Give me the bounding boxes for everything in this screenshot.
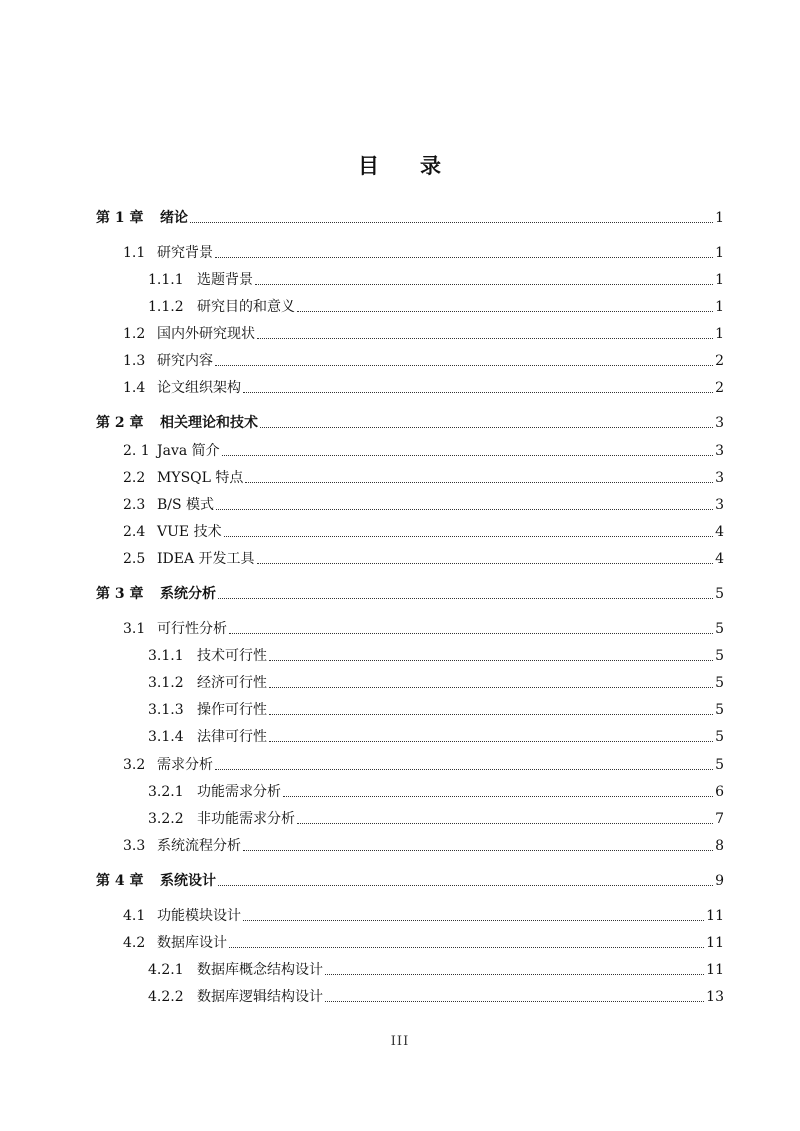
toc-entry-number: 2. 1 — [123, 443, 150, 459]
toc-entry[interactable] — [123, 833, 724, 855]
toc-entry-number: 4.2.1 — [148, 962, 184, 978]
toc-entry[interactable] — [148, 670, 724, 692]
toc-entry[interactable] — [123, 616, 724, 638]
toc-dot-leader — [243, 849, 713, 851]
toc-dot-leader — [218, 597, 713, 599]
toc-entry-page: 3 — [715, 497, 724, 513]
toc-entry-label: 数据库逻辑结构设计 — [197, 989, 323, 1005]
toc-entry-label: 系统设计 — [160, 873, 216, 889]
toc-entry-number: 3.1.1 — [148, 648, 184, 664]
toc-title — [0, 150, 800, 180]
toc-entry-number: 2.4 — [123, 524, 146, 540]
toc-dot-leader — [255, 283, 713, 285]
toc-entry[interactable] — [123, 492, 724, 514]
toc-entry-label: 系统分析 — [160, 586, 216, 602]
toc-entry-page: 13 — [706, 989, 724, 1005]
toc-entry-label: Java 简介 — [157, 443, 220, 459]
toc-dot-leader — [229, 632, 713, 634]
toc-entry[interactable] — [148, 643, 724, 665]
toc-entry-page: 2 — [715, 380, 724, 396]
toc-dot-leader — [216, 508, 713, 510]
toc-entry-number: 3.1.4 — [148, 729, 184, 745]
toc-dot-leader — [297, 822, 713, 824]
toc-entry-label: VUE 技术 — [157, 524, 222, 540]
toc-entry-number: 3.1.2 — [148, 675, 184, 691]
toc-entry-page: 1 — [715, 326, 724, 342]
toc-entry-page: 11 — [706, 908, 724, 924]
toc-dot-leader — [190, 221, 713, 223]
toc-title-char-2: 录 — [420, 153, 442, 178]
toc-entry[interactable] — [148, 984, 724, 1006]
toc-entry-number: 1.3 — [123, 353, 146, 369]
toc-entry[interactable] — [148, 957, 724, 979]
toc-entry-label: IDEA 开发工具 — [157, 551, 255, 567]
toc-entry-page: 11 — [706, 935, 724, 951]
toc-entry-label: 国内外研究现状 — [157, 326, 255, 342]
toc-entry[interactable] — [123, 348, 724, 370]
toc-entry[interactable] — [96, 868, 724, 890]
toc-entry[interactable] — [148, 697, 724, 719]
toc-dot-leader — [257, 562, 714, 564]
toc-entry[interactable] — [148, 267, 724, 289]
toc-dot-leader — [215, 364, 713, 366]
toc-entry[interactable] — [96, 581, 724, 603]
toc-entry-page: 5 — [715, 757, 724, 773]
toc-entry-label: MYSQL 特点 — [157, 470, 244, 486]
toc-entry-number: 4.1 — [123, 908, 146, 924]
toc-entry[interactable] — [123, 903, 724, 925]
toc-dot-leader — [222, 454, 713, 456]
toc-entry-number: 1.1 — [123, 245, 146, 261]
toc-entry-label: 相关理论和技术 — [160, 415, 258, 431]
toc-entry-label: 经济可行性 — [197, 675, 267, 691]
toc-entry-number: 1.2 — [123, 326, 146, 342]
toc-entry-page: 3 — [715, 443, 724, 459]
toc-entry-label: 功能需求分析 — [197, 784, 281, 800]
toc-entry-number: 第 2 章 — [96, 415, 144, 431]
toc-entry[interactable] — [123, 321, 724, 343]
toc-entry-number: 1.1.2 — [148, 299, 184, 315]
toc-entry[interactable] — [123, 240, 724, 262]
toc-entry-number: 1.4 — [123, 380, 146, 396]
toc-entry-number: 第 4 章 — [96, 873, 144, 889]
toc-entry-label: 非功能需求分析 — [197, 811, 295, 827]
toc-entry[interactable] — [123, 375, 724, 397]
toc-dot-leader — [269, 686, 713, 688]
toc-entry[interactable] — [148, 294, 724, 316]
toc-entry-page: 3 — [715, 470, 724, 486]
toc-entry[interactable] — [96, 205, 724, 227]
toc-entry[interactable] — [96, 410, 724, 432]
toc-entry-page: 5 — [715, 675, 724, 691]
toc-entry-page: 4 — [715, 524, 724, 540]
toc-dot-leader — [283, 795, 713, 797]
toc-entry-label: B/S 模式 — [157, 497, 215, 513]
toc-entry-label: 数据库概念结构设计 — [197, 962, 323, 978]
toc-entry-page: 9 — [715, 873, 724, 889]
toc-entry-page: 5 — [715, 702, 724, 718]
toc-entry-label: 功能模块设计 — [157, 908, 241, 924]
toc-entry-number: 第 1 章 — [96, 210, 144, 226]
toc-dot-leader — [257, 337, 713, 339]
toc-entry-page: 6 — [715, 784, 724, 800]
toc-dot-leader — [215, 768, 713, 770]
toc-entry-page: 4 — [715, 551, 724, 567]
toc-entry-page: 5 — [715, 621, 724, 637]
toc-entry-label: 数据库设计 — [157, 935, 227, 951]
toc-dot-leader — [215, 256, 713, 258]
toc-title-char-1: 目 — [358, 153, 380, 178]
toc-entry-page: 1 — [715, 210, 724, 226]
toc-entry-number: 3.1 — [123, 621, 146, 637]
toc-entry-number: 3.2.1 — [148, 784, 184, 800]
toc-entry[interactable] — [123, 546, 724, 568]
toc-entry-page: 11 — [706, 962, 724, 978]
toc-entry-page: 5 — [715, 648, 724, 664]
toc-dot-leader — [243, 391, 713, 393]
toc-entry-number: 2.2 — [123, 470, 146, 486]
toc-entry-page: 5 — [715, 729, 724, 745]
toc-entry-label: 需求分析 — [157, 757, 213, 773]
toc-entry-number: 3.2.2 — [148, 811, 184, 827]
toc-dot-leader — [218, 884, 713, 886]
toc-entry-number: 4.2.2 — [148, 989, 184, 1005]
toc-entry-page: 1 — [715, 272, 724, 288]
toc-entry[interactable] — [148, 779, 724, 801]
toc-entry[interactable] — [148, 724, 724, 746]
toc-entry-number: 3.3 — [123, 838, 146, 854]
toc-entry-label: 操作可行性 — [197, 702, 267, 718]
toc-entry-label: 研究内容 — [157, 353, 213, 369]
page-number-footer: III — [390, 1034, 410, 1049]
toc-dot-leader — [269, 740, 713, 742]
toc-entry[interactable] — [123, 465, 724, 487]
toc-entry[interactable] — [123, 930, 724, 952]
toc-entry-page: 1 — [715, 245, 724, 261]
toc-dot-leader — [224, 535, 713, 537]
toc-entry-label: 选题背景 — [197, 272, 253, 288]
toc-dot-leader — [245, 481, 713, 483]
toc-entry-label: 研究目的和意义 — [197, 299, 295, 315]
toc-entry-page: 7 — [715, 811, 724, 827]
toc-dot-leader — [243, 919, 704, 921]
toc-entry[interactable] — [148, 806, 724, 828]
toc-entry-page: 8 — [715, 838, 724, 854]
toc-entry-label: 可行性分析 — [157, 621, 227, 637]
toc-entry-page: 3 — [715, 415, 724, 431]
toc-entry-label: 论文组织架构 — [157, 380, 241, 396]
toc-entry-label: 系统流程分析 — [157, 838, 241, 854]
toc-entry-page: 1 — [715, 299, 724, 315]
toc-entry-label: 绪论 — [160, 210, 188, 226]
toc-entry-label: 法律可行性 — [197, 729, 267, 745]
toc-entry[interactable] — [123, 519, 724, 541]
toc-entry-number: 3.1.3 — [148, 702, 184, 718]
toc-entry-page: 2 — [715, 353, 724, 369]
toc-entry-number: 3.2 — [123, 757, 146, 773]
toc-entry-number: 4.2 — [123, 935, 146, 951]
toc-dot-leader — [325, 973, 704, 975]
toc-entry-number: 2.5 — [123, 551, 146, 567]
toc-dot-leader — [297, 310, 713, 312]
toc-entry[interactable] — [123, 752, 724, 774]
toc-entry-number: 1.1.1 — [148, 272, 184, 288]
toc-entry-page: 5 — [715, 586, 724, 602]
toc-entry-number: 第 3 章 — [96, 586, 144, 602]
toc-dot-leader — [269, 659, 713, 661]
toc-entry-number: 2.3 — [123, 497, 146, 513]
toc-entry[interactable] — [123, 438, 724, 460]
toc-entry-label: 研究背景 — [157, 245, 213, 261]
toc-dot-leader — [229, 946, 704, 948]
toc-dot-leader — [260, 426, 713, 428]
toc-dot-leader — [325, 1000, 704, 1002]
toc-entry-label: 技术可行性 — [197, 648, 267, 664]
toc-dot-leader — [269, 713, 713, 715]
